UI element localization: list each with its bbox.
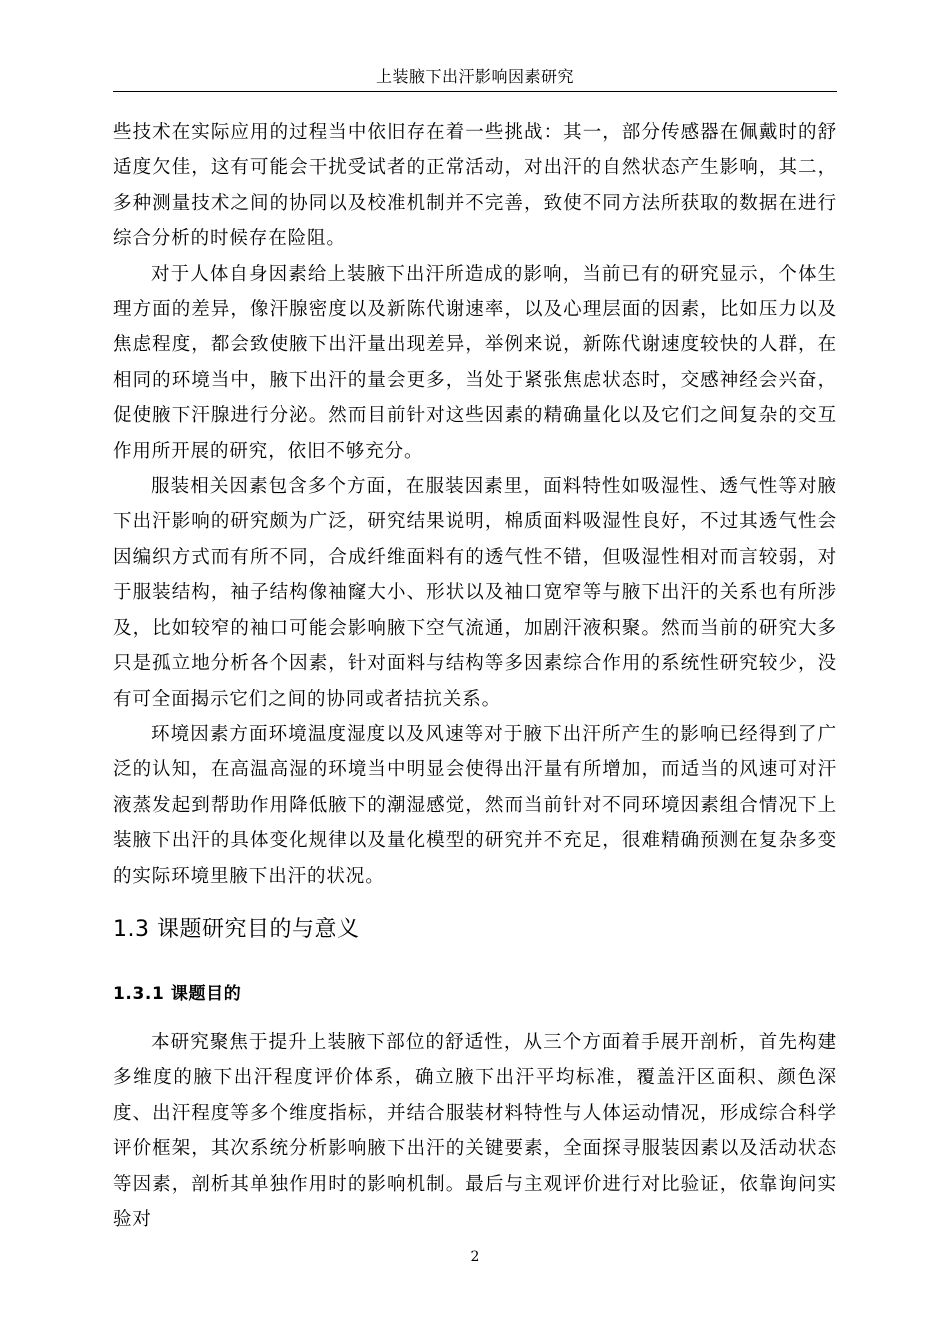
paragraph-research-purpose: 本研究聚焦于提升上装腋下部位的舒适性，从三个方面着手展开剖析，首先构建多维度的腋下出汗程度评价体系，确立腋下出汗平均标准，覆盖汗区面积、颜色深度、出汗程度等多个维度指标，并结合服装材料特性与人体运动情况，形成综合科学评价框架，其次系统分析影响腋下出汗的关键要素，全面探寻服装因素以及活动状态等因素，剖析其单独作用时的影响机制。最后与主观评价进行对比验证，依靠询问实验对: [113, 1032, 837, 1231]
running-header: 上装腋下出汗影响因素研究: [375, 67, 574, 86]
subsection-heading: 1.3.1 课题目的: [113, 984, 242, 1004]
subsection-text-block: [113, 1025, 837, 1237]
section-heading: 1.3 课题研究目的与意义: [113, 917, 360, 942]
paragraph-clothing-factors: 服装相关因素包含多个方面，在服装因素里，面料特性如吸湿性、透气性等对腋下出汗影响的研究颇为广泛，研究结果说明，棉质面料吸湿性良好，不过其透气性会因编织方式而有所不同，合成纤维面料有的透气性不错，但吸湿性相对而言较弱，对于服装结构，袖子结构像袖窿大小、形状以及袖口宽窄等与腋下出汗的关系也有所涉及，比如较窄的袖口可能会影响腋下空气流通，加剧汗液积聚。然而当前的研究大多只是孤立地分析各个因素，针对面料与结构等多因素综合作用的系统性研究较少，没有可全面揭示它们之间的协同或者拮抗关系。: [113, 476, 837, 710]
header-divider: [113, 91, 837, 92]
paragraph-continuation: 些技术在实际应用的过程当中依旧存在着一些挑战：其一，部分传感器在佩戴时的舒适度欠佳，这有可能会干扰受试者的正常活动，对出汗的自然状态产生影响，其二，多种测量技术之间的协同以及校准机制并不完善，致使不同方法所获取的数据在进行综合分析的时候存在险阻。: [113, 122, 837, 250]
body-text-block: [113, 115, 837, 894]
paragraph-human-factors: 对于人体自身因素给上装腋下出汗所造成的影响，当前已有的研究显示，个体生理方面的差异，像汗腺密度以及新陈代谢速率，以及心理层面的因素，比如压力以及焦虑程度，都会致使腋下出汗量出现差异，举例来说，新陈代谢速度较快的人群，在相同的环境当中，腋下出汗的量会更多，当处于紧张焦虑状态时，交感神经会兴奋，促使腋下汗腺进行分泌。然而目前针对这些因素的精确量化以及它们之间复杂的交互作用所开展的研究，依旧不够充分。: [113, 263, 837, 462]
paragraph-environment-factors: 环境因素方面环境温度湿度以及风速等对于腋下出汗所产生的影响已经得到了广泛的认知，在高温高湿的环境当中明显会使得出汗量有所增加，而适当的风速可对汗液蒸发起到帮助作用降低腋下的潮湿感觉，然而当前针对不同环境因素组合情况下上装腋下出汗的具体变化规律以及量化模型的研究并不充足，很难精确预测在复杂多变的实际环境里腋下出汗的状况。: [113, 723, 837, 887]
page-number: 2: [470, 1249, 480, 1265]
